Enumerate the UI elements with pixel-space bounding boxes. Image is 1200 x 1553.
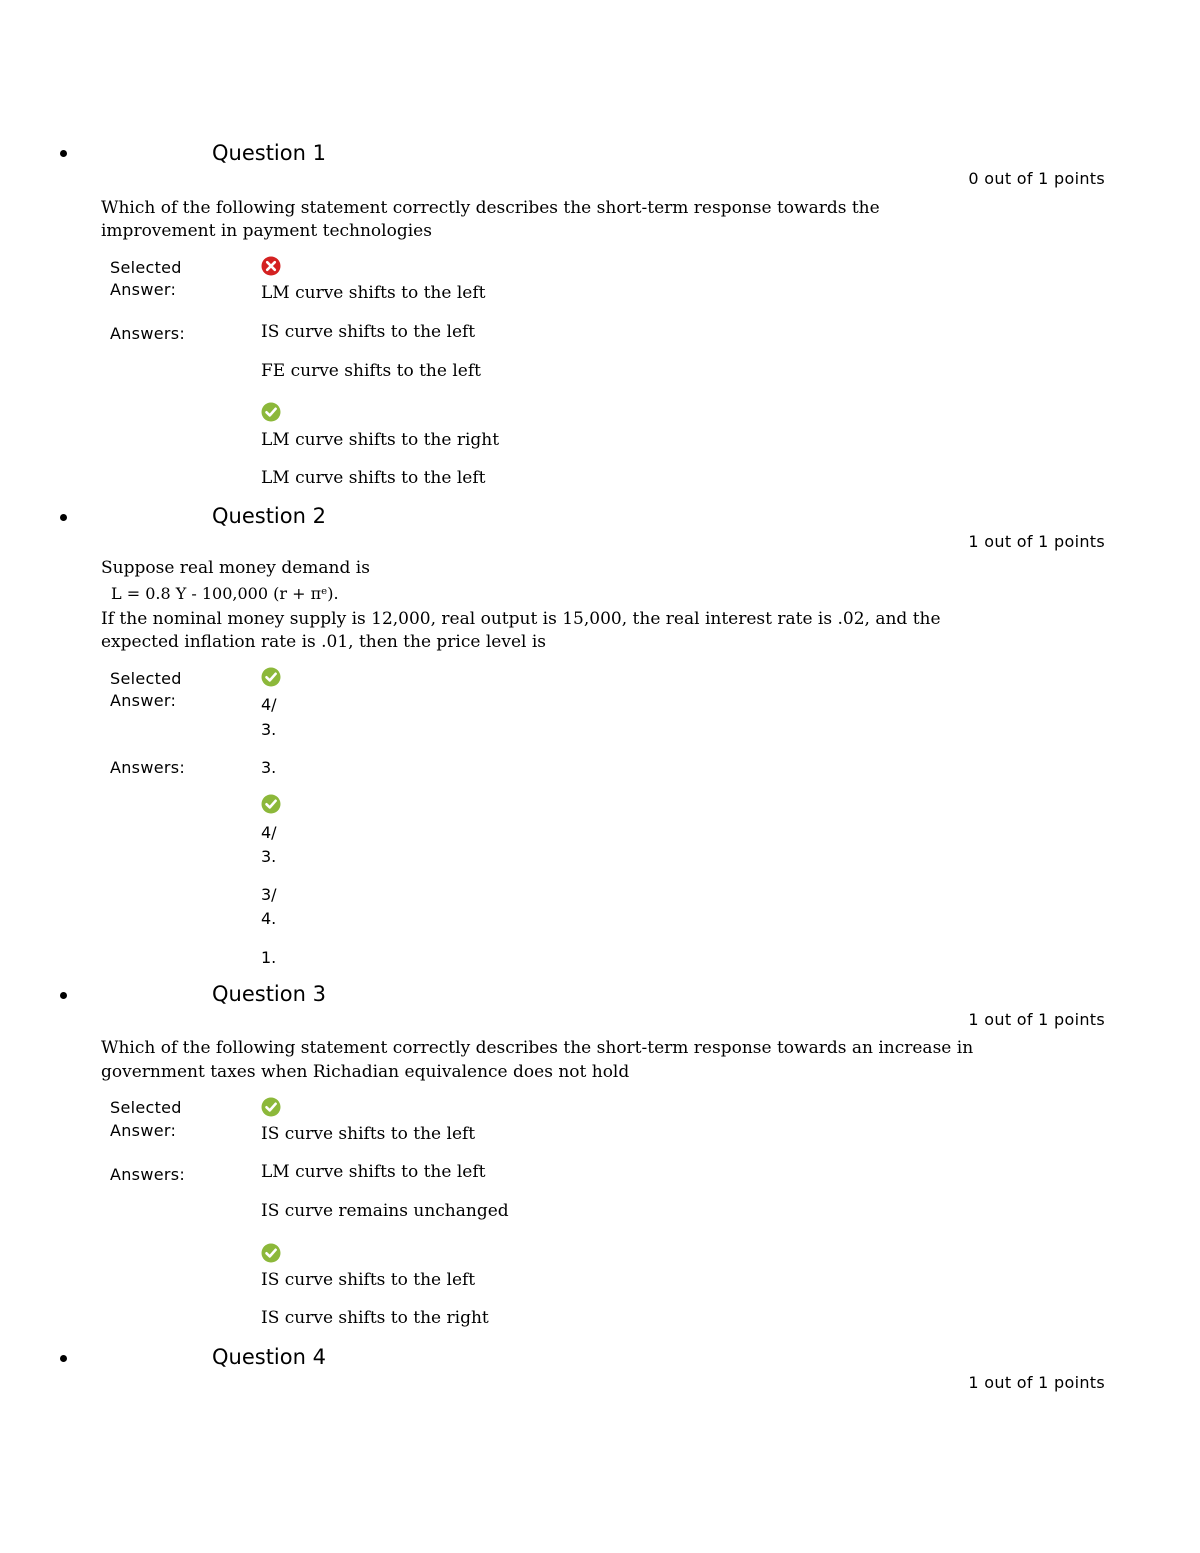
selected-answer: IS curve shifts to the left <box>261 1124 476 1144</box>
points-score: 1 out of 1 points <box>968 532 1105 551</box>
answer-option: 3. <box>261 758 277 777</box>
selected-answer: 3. <box>261 720 277 739</box>
selected-answer-label: Selected <box>110 669 182 688</box>
question-title: Question 1 <box>212 141 326 165</box>
selected-answer: 4/ <box>261 695 277 714</box>
question-text: Which of the following statement correctly describes the short-term response towards an increase in <box>101 1038 974 1058</box>
selected-answer-label: Selected <box>110 1098 182 1117</box>
selected-answer-label: Answer: <box>110 280 177 299</box>
selected-answer: LM curve shifts to the left <box>261 283 486 303</box>
answer-option: LM curve shifts to the right <box>261 430 500 450</box>
money-demand-formula: L = 0.8 Y - 100,000 (r + πᵉ). <box>111 584 339 603</box>
question-text: expected inflation rate is .01, then the price level is <box>101 632 547 652</box>
bullet <box>60 992 67 999</box>
question-text: improvement in payment technologies <box>101 221 432 241</box>
answer-option: 3/ <box>261 885 277 904</box>
points-score: 1 out of 1 points <box>968 1373 1105 1392</box>
answer-option: LM curve shifts to the left <box>261 468 486 488</box>
question-title: Question 4 <box>212 1345 326 1369</box>
answers-label: Answers: <box>110 324 186 343</box>
answer-option: IS curve shifts to the right <box>261 1308 489 1328</box>
selected-answer-label: Answer: <box>110 1121 177 1140</box>
question-text: Suppose real money demand is <box>101 558 370 578</box>
selected-answer-label: Answer: <box>110 691 177 710</box>
question-text: government taxes when Richadian equivalence does not hold <box>101 1062 630 1082</box>
bullet <box>60 150 67 157</box>
answer-option: FE curve shifts to the left <box>261 361 481 381</box>
question-text: If the nominal money supply is 12,000, real output is 15,000, the real interest rate is .02, and the <box>101 609 941 629</box>
answer-option: IS curve remains unchanged <box>261 1201 509 1221</box>
answers-label: Answers: <box>110 1165 186 1184</box>
correct-icon <box>261 1097 281 1117</box>
bullet <box>60 514 67 521</box>
answer-option: 3. <box>261 847 277 866</box>
correct-icon <box>261 667 281 687</box>
question-text: Which of the following statement correctly describes the short-term response towards the <box>101 198 880 218</box>
answer-option: 1. <box>261 948 277 967</box>
points-score: 0 out of 1 points <box>968 169 1105 188</box>
correct-icon <box>261 1243 281 1263</box>
bullet <box>60 1355 67 1362</box>
question-title: Question 2 <box>212 504 326 528</box>
answer-option: IS curve shifts to the left <box>261 322 476 342</box>
answer-option: IS curve shifts to the left <box>261 1270 476 1290</box>
answer-option: LM curve shifts to the left <box>261 1162 486 1182</box>
points-score: 1 out of 1 points <box>968 1010 1105 1029</box>
incorrect-icon <box>261 256 281 276</box>
correct-icon <box>261 794 281 814</box>
answer-option: 4. <box>261 909 277 928</box>
question-title: Question 3 <box>212 982 326 1006</box>
selected-answer-label: Selected <box>110 258 182 277</box>
correct-icon <box>261 402 281 422</box>
answer-option: 4/ <box>261 823 277 842</box>
answers-label: Answers: <box>110 758 186 777</box>
